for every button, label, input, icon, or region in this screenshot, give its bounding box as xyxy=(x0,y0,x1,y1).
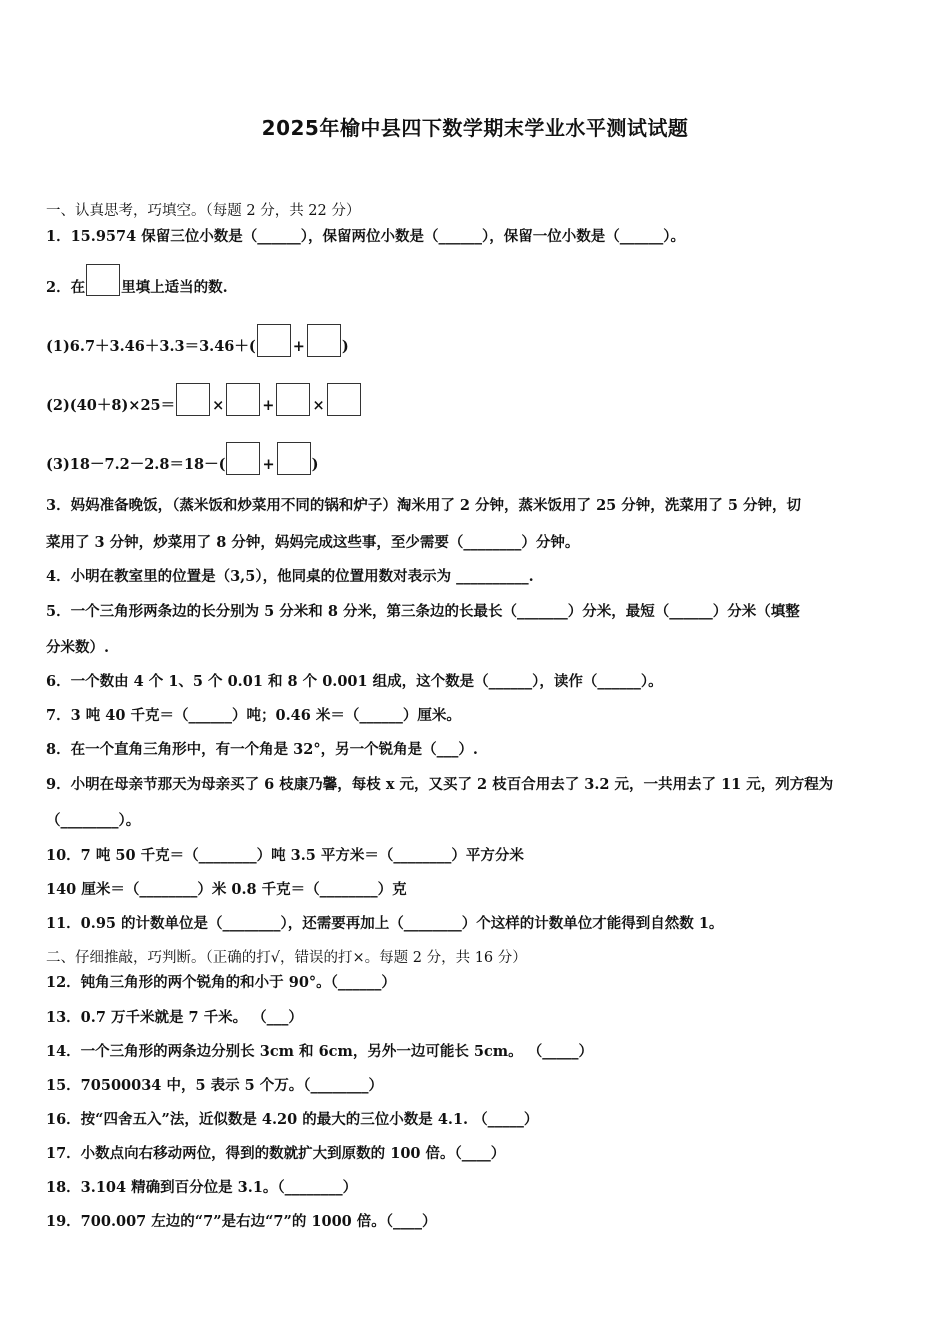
times-sign: × xyxy=(212,397,225,414)
question-5-line-2: 分米数）. xyxy=(46,639,110,656)
question-2-part-2 xyxy=(46,383,362,416)
question-16: 16．按“四舍五入”法，近似数是 4.20 的最大的三位小数是 4.1. （_____） xyxy=(46,1111,539,1128)
question-2-part-1 xyxy=(46,324,349,357)
section-heading-fill-in: 一、认真思考，巧填空。（每题 2 分，共 22 分） xyxy=(46,203,361,219)
question-4: 4．小明在教室里的位置是（3,5），他同桌的位置用数对表示为 __________. xyxy=(46,568,534,585)
part-2-expression: (2)(40＋8)×25＝ xyxy=(46,397,176,414)
question-10-line-1: 10．7 吨 50 千克＝（________）吨 3.5 平方米＝（________）平方分米 xyxy=(46,847,524,864)
question-14: 14．一个三角形的两条边分别长 3cm 和 6cm，另外一边可能长 5cm。 （_____） xyxy=(46,1043,593,1060)
times-sign: × xyxy=(312,397,325,414)
question-5-line-1: 5．一个三角形两条边的长分别为 5 分米和 8 分米，第三条边的长最长（_______）分米，最短（______）分米（填整 xyxy=(46,603,800,620)
plus-sign: + xyxy=(262,456,275,473)
question-1: 1．15.9574 保留三位小数是（______），保留两位小数是（______），保留一位小数是（______）。 xyxy=(46,228,685,245)
answer-box[interactable] xyxy=(257,324,291,357)
question-2-suffix: 里填上适当的数. xyxy=(121,279,228,296)
answer-box[interactable] xyxy=(226,442,260,475)
question-8: 8．在一个直角三角形中，有一个角是 32°，另一个锐角是（___）. xyxy=(46,741,478,758)
question-15: 15．70500034 中，5 表示 5 个万。（________） xyxy=(46,1077,384,1094)
part-3-expression: (3)18－7.2－2.8＝18－( xyxy=(46,456,226,473)
answer-box[interactable] xyxy=(327,383,361,416)
question-10-line-2: 140 厘米＝（________）米 0.8 千克＝（________）克 xyxy=(46,881,407,898)
question-2 xyxy=(46,264,228,298)
question-18: 18．3.104 精确到百分位是 3.1。（________） xyxy=(46,1179,358,1196)
plus-sign: + xyxy=(262,397,275,414)
section-heading-judge: 二、仔细推敲，巧判断。（正确的打√，错误的打×。每题 2 分，共 16 分） xyxy=(46,950,527,966)
page-title: 2025年榆中县四下数学期末学业水平测试试题 xyxy=(261,116,689,140)
question-9-line-1: 9．小明在母亲节那天为母亲买了 6 枝康乃馨，每枝 x 元，又买了 2 枝百合用去了 3.2 元，一共用去了 11 元，列方程为 xyxy=(46,776,834,793)
close-paren: ) xyxy=(311,456,319,473)
part-1-expression: (1)6.7＋3.46＋3.3＝3.46＋( xyxy=(46,338,256,355)
plus-sign: + xyxy=(292,338,305,355)
question-9-line-2: （________）。 xyxy=(46,812,141,829)
question-3-line-2: 菜用了 3 分钟，炒菜用了 8 分钟，妈妈完成这些事，至少需要（________）分钟。 xyxy=(46,534,580,551)
question-19: 19．700.007 左边的“7”是右边“7”的 1000 倍。（____） xyxy=(46,1213,437,1230)
close-paren: ) xyxy=(341,338,349,355)
answer-box[interactable] xyxy=(86,264,120,296)
question-7: 7．3 吨 40 千克＝（______）吨；0.46 米＝（______）厘米。 xyxy=(46,707,461,724)
question-11: 11．0.95 的计数单位是（________），还需要再加上（________）个这样的计数单位才能得到自然数 1。 xyxy=(46,915,724,932)
answer-box[interactable] xyxy=(307,324,341,357)
answer-box[interactable] xyxy=(277,442,311,475)
answer-box[interactable] xyxy=(276,383,310,416)
question-6: 6．一个数由 4 个 1、5 个 0.01 和 8 个 0.001 组成，这个数是（______），读作（______）。 xyxy=(46,673,663,690)
question-2-part-3 xyxy=(46,442,319,475)
question-2-prefix: 2．在 xyxy=(46,279,86,296)
question-12: 12．钝角三角形的两个锐角的和小于 90°。（______） xyxy=(46,974,396,991)
question-3-line-1: 3．妈妈准备晚饭，（蒸米饭和炒菜用不同的锅和炉子）淘米用了 2 分钟，蒸米饭用了 25 分钟，洗菜用了 5 分钟，切 xyxy=(46,497,801,514)
question-13: 13．0.7 万千米就是 7 千米。 （___） xyxy=(46,1009,303,1026)
answer-box[interactable] xyxy=(226,383,260,416)
answer-box[interactable] xyxy=(176,383,210,416)
question-17: 17．小数点向右移动两位，得到的数就扩大到原数的 100 倍。（____） xyxy=(46,1145,506,1162)
